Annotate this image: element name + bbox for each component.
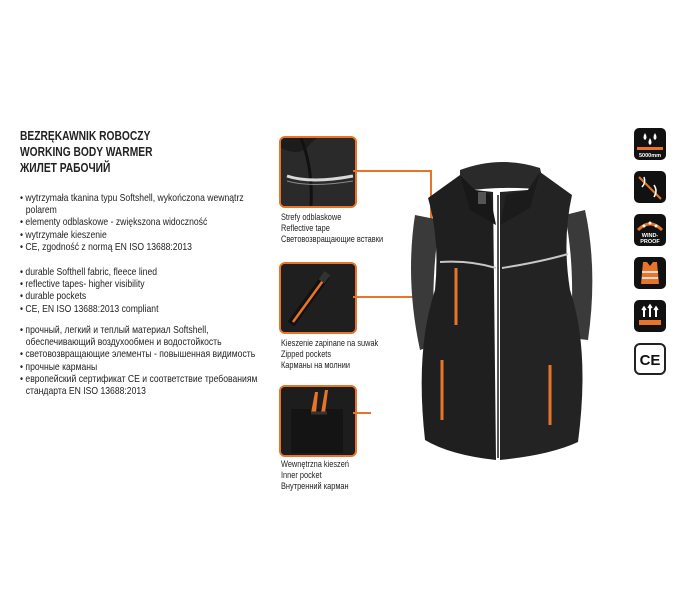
list-item: • европейский сертификат CE и соответствие требованиям: [20, 372, 258, 385]
list-item: • прочный, легкий и теплый материал Softshell,: [20, 324, 209, 336]
reflective-vest-icon: [634, 257, 666, 289]
product-title: [20, 128, 152, 176]
inner-pocket-closeup: [279, 385, 357, 457]
waterproof-icon: [634, 128, 666, 160]
reflective-tape-caption: [281, 212, 383, 245]
ce-mark-text: CE: [639, 352, 661, 369]
connector-line: [353, 412, 371, 414]
title-english: WORKING BODY WARMER: [20, 145, 153, 159]
english-feature-list: [20, 266, 158, 315]
caption-polish: Wewnętrzna kieszeń: [281, 459, 349, 469]
list-item: • CE, zgodność z normą EN ISO 13688:2013: [20, 240, 192, 253]
ce-mark-icon: [634, 343, 666, 375]
list-item: обеспечивающий воздухообмен и водостойкость: [25, 336, 222, 349]
caption-russian: Внутренний карман: [281, 481, 349, 491]
reflective-tape-image: [281, 138, 355, 206]
breathable-icon: [634, 171, 666, 203]
list-item: • elementy odblaskowe - zwiększona widoczność: [20, 216, 208, 229]
caption-polish: Kieszenie zapinane na suwak: [281, 338, 379, 348]
windproof-label: WIND-PROOF: [640, 233, 660, 245]
zipped-pocket-image: [281, 264, 355, 332]
inner-pocket-image: [281, 387, 355, 455]
list-item: • durable Softhell fabric, fleece lined: [20, 266, 158, 278]
windproof-icon: [634, 214, 666, 246]
inner-pocket-caption: [281, 459, 349, 492]
list-item: • световозвращающие элементы - повышенная видимость: [20, 348, 256, 361]
russian-feature-list: [20, 324, 257, 397]
zipped-pockets-caption: [281, 338, 378, 371]
title-polish: BEZRĘKAWNIK ROBOCZY: [20, 129, 151, 143]
warm-lining-icon: [634, 300, 666, 332]
list-item: • прочные карманы: [20, 360, 98, 373]
list-item: • reflective tapes- higher visibility: [20, 278, 145, 291]
caption-english: Zipped pockets: [281, 349, 332, 359]
list-item: • durable pockets: [20, 290, 87, 303]
list-item: стандарта EN ISO 13688:2013: [25, 385, 146, 398]
title-russian: ЖИЛЕТ РАБОЧИЙ: [20, 161, 111, 175]
caption-polish: Strefy odblaskowe: [281, 212, 342, 222]
list-item: polarem: [25, 204, 57, 217]
list-item: • CE, EN ISO 13688:2013 compliant: [20, 302, 159, 315]
list-item: • wytrzymała tkanina typu Softshell, wykończona wewnątrz: [20, 192, 244, 204]
feature-icon-column: [634, 128, 668, 386]
caption-russian: Световозвращающие вставки: [281, 234, 384, 244]
caption-english: Reflective tape: [281, 223, 330, 233]
polish-feature-list: [20, 192, 244, 253]
waterproof-label: 5000mm: [638, 153, 662, 159]
body-warmer-image: [400, 150, 600, 470]
list-item: • wytrzymałe kieszenie: [20, 228, 107, 241]
caption-english: Inner pocket: [281, 470, 322, 480]
caption-russian: Карманы на молнии: [281, 360, 350, 370]
zipped-pocket-closeup: [279, 262, 357, 334]
reflective-tape-closeup: [279, 136, 357, 208]
